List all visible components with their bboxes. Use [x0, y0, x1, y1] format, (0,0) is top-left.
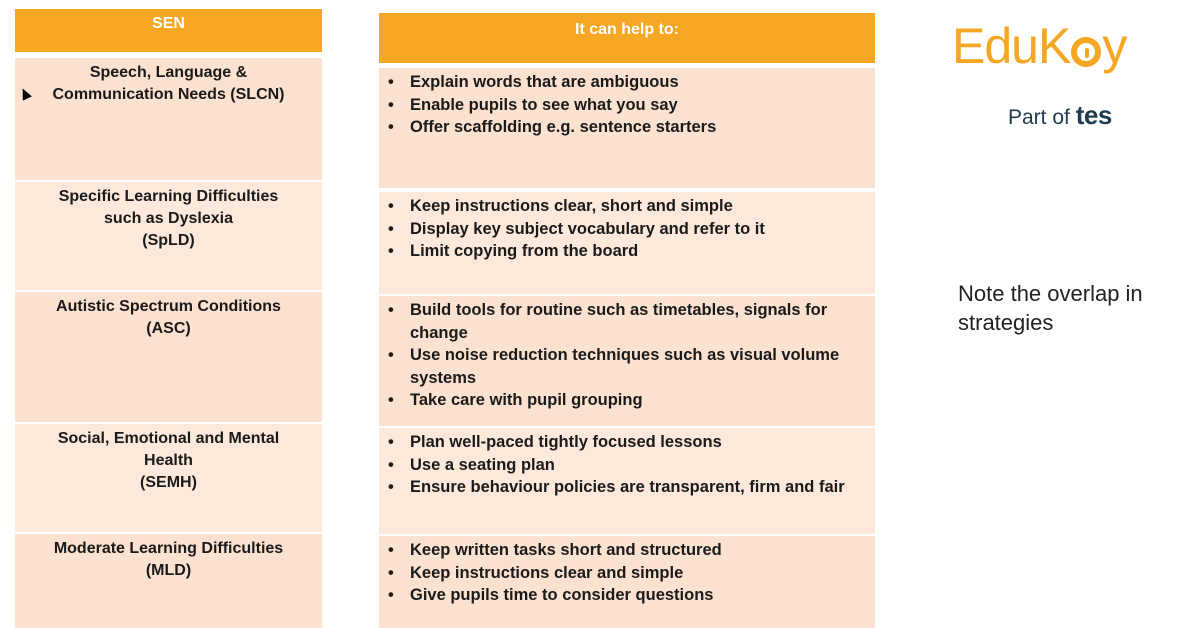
strategy-item: • Keep instructions clear, short and simple: [387, 195, 867, 218]
strategy-list: [387, 539, 867, 607]
sen-need-text: (MLD): [145, 562, 192, 579]
strategy-list: [387, 195, 867, 263]
sen-need-text: (ASC): [146, 320, 191, 337]
strategy-item: • Enable pupils to see what you say: [387, 94, 867, 117]
overlap-note: Note the overlap in strategies: [958, 281, 1143, 335]
strategy-item: • Offer scaffolding e.g. sentence starters: [387, 116, 867, 139]
strategy-cell: [379, 192, 875, 294]
sen-need-cell: [15, 534, 322, 628]
strategy-item: • Build tools for routine such as timetables, signals for change: [387, 299, 867, 344]
tes-brand: tes: [1075, 100, 1112, 130]
strategy-item: • Explain words that are ambiguous: [387, 71, 867, 94]
strategy-item: • Keep written tasks short and structured: [387, 539, 867, 562]
edukey-logo: EduK y: [952, 18, 1127, 74]
sen-need-text: Communication Needs (SLCN): [52, 86, 285, 103]
help-column-header: It can help to:: [379, 13, 875, 63]
sen-need-text: Speech, Language &: [89, 64, 248, 81]
sen-need-text: such as Dyslexia: [104, 210, 233, 227]
strategy-cell: [379, 536, 875, 628]
strategy-cell: [379, 68, 875, 188]
sen-need-text: (SEMH): [140, 474, 197, 491]
sen-need-text: Social, Emotional and Mental: [57, 430, 280, 447]
strategy-cell: [379, 296, 875, 426]
strategy-item: • Take care with pupil grouping: [387, 389, 867, 412]
strategy-item: • Use noise reduction techniques such as visual volume systems: [387, 344, 867, 389]
sen-need-text: Specific Learning Difficulties: [58, 188, 279, 205]
sen-need-text: Autistic Spectrum Conditions: [56, 298, 281, 315]
sen-need-cell: [15, 424, 322, 532]
sen-need-text: (SpLD): [142, 232, 195, 249]
sen-need-cell: [15, 182, 322, 290]
strategy-item: • Keep instructions clear and simple: [387, 562, 867, 585]
strategy-list: [387, 71, 867, 139]
strategy-cell: [379, 428, 875, 534]
strategy-item: • Limit copying from the board: [387, 240, 867, 263]
strategy-item: • Give pupils time to consider questions: [387, 584, 867, 607]
sen-need-text: Health: [144, 452, 193, 469]
part-of-tes: Part of tes: [1008, 100, 1112, 130]
strategy-item: • Plan well-paced tightly focused lessons: [387, 431, 867, 454]
strategy-list: [387, 299, 867, 412]
strategy-item: • Display key subject vocabulary and refer to it: [387, 218, 867, 241]
sen-need-cell: [15, 58, 322, 180]
strategy-list: [387, 431, 867, 499]
sen-need-text: Moderate Learning Difficulties: [53, 540, 284, 557]
sen-need-cell: [15, 292, 322, 422]
keyhole-icon: [1071, 37, 1101, 67]
strategy-item: • Use a seating plan: [387, 454, 867, 477]
sen-column-header: SEN: [15, 9, 322, 52]
strategy-item: • Ensure behaviour policies are transparent, firm and fair: [387, 476, 867, 499]
